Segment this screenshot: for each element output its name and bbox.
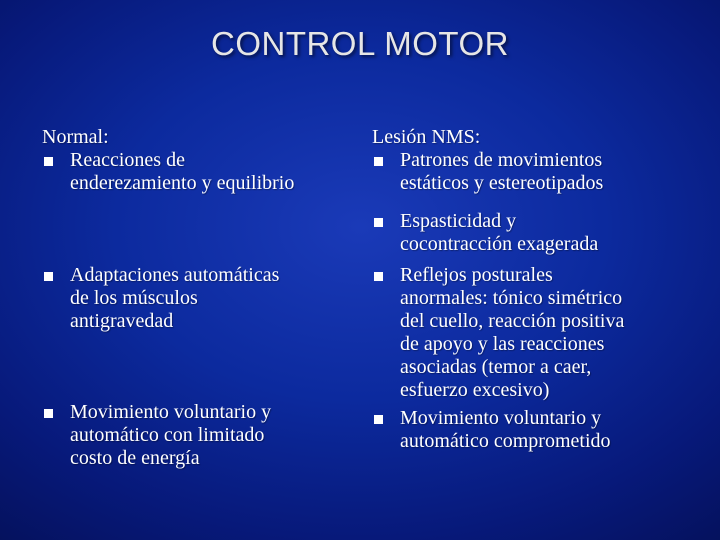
right-bullet-text: Movimiento voluntario y automático comprometido: [400, 407, 611, 452]
right-bullet-text: Espasticidad y cocontracción exagerada: [400, 210, 599, 255]
left-bullet-text: Movimiento voluntario y automático con limitado costo de energía: [70, 401, 272, 469]
right-bullet-text: Patrones de movimientos estáticos y estereotipados: [400, 149, 604, 194]
slide-title: CONTROL MOTOR: [210, 25, 509, 62]
right-heading: Lesión NMS:: [372, 126, 481, 148]
square-bullet-icon: [374, 218, 383, 227]
right-bullet-text: Reflejos posturales anormales: tónico simétrico del cuello, reacción positiva de apoyo y las reacciones asociadas (temor a caer, esfuerzo excesivo): [400, 264, 625, 401]
square-bullet-icon: [374, 157, 383, 166]
left-bullet-text: Reacciones de enderezamiento y equilibrio: [70, 149, 295, 194]
square-bullet-icon: [44, 157, 53, 166]
square-bullet-icon: [374, 415, 383, 424]
square-bullet-icon: [44, 272, 53, 281]
square-bullet-icon: [44, 409, 53, 418]
square-bullet-icon: [374, 272, 383, 281]
left-bullet-text: Adaptaciones automáticas de los músculos antigravedad: [70, 264, 280, 332]
left-heading: Normal:: [42, 126, 109, 148]
